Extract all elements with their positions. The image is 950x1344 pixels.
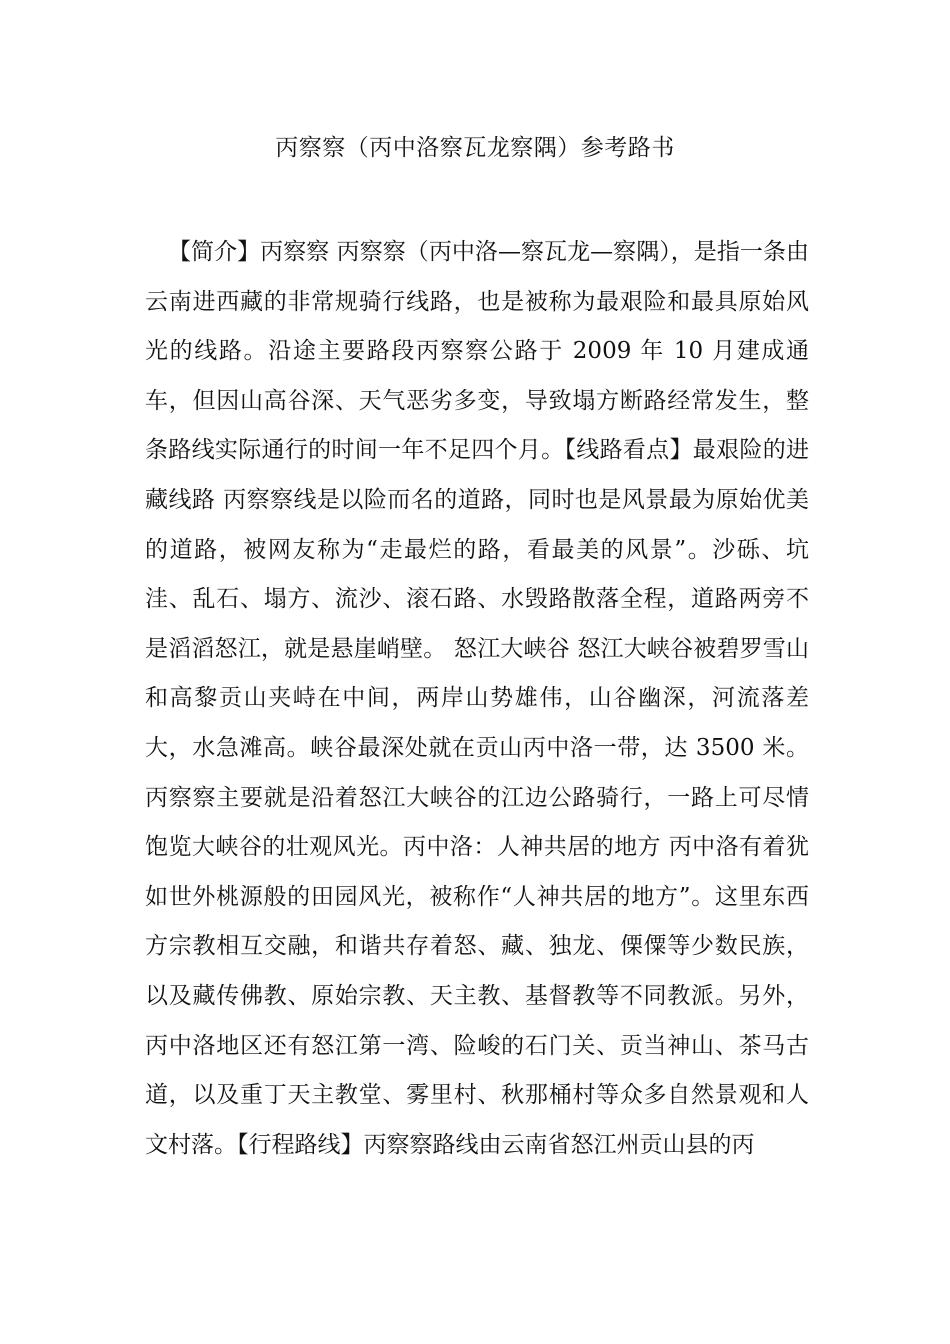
document-title: 丙察察（丙中洛察瓦龙察隅）参考路书 [275,135,675,161]
document-body-paragraph: 【简介】丙察察 丙察察（丙中洛—察瓦龙—察隅），是指一条由云南进西藏的非常规骑行线路，也是被称为最艰险和最具原始风光的线路。沿途主要路段丙察察公路于 2009 年 10 月建成通车，但因山高谷深、天气恶劣多变，导致塌方断路经常发生，整条路线实际通行的时间一年不足四个月。【线路看点】最艰险的进藏线路 丙察察线是以险而名的道路，同时也是风景最为原始优美的道路，被网友称为“走最烂的路，看最美的风景”。沙砾、坑洼、乱石、塌方、流沙、滚石路、水毁路散落全程，道路两旁不是滔滔怒江，就是悬崖峭壁。 怒江大峡谷 怒江大峡谷被碧罗雪山和高黎贡山夹峙在中间，两岸山势雄伟，山谷幽深，河流落差大，水急滩高。峡谷最深处就在贡山丙中洛一带，达 3500 米。丙察察主要就是沿着怒江大峡谷的江边公路骑行，一路上可尽情饱览大峡谷的壮观风光。丙中洛：人神共居的地方 丙中洛有着犹如世外桃源般的田园风光，被称作“人神共居的地方”。这里东西方宗教相互交融，和谐共存着怒、藏、独龙、傈僳等少数民族，以及藏传佛教、原始宗教、天主教、基督教等不同教派。另外，丙中洛地区还有怒江第一湾、险峻的石门关、贡当神山、茶马古道，以及重丁天主教堂、雾里村、秋那桶村等众多自然景观和人文村落。【行程路线】丙察察路线由云南省怒江州贡山县的丙 [145,239,809,1158]
